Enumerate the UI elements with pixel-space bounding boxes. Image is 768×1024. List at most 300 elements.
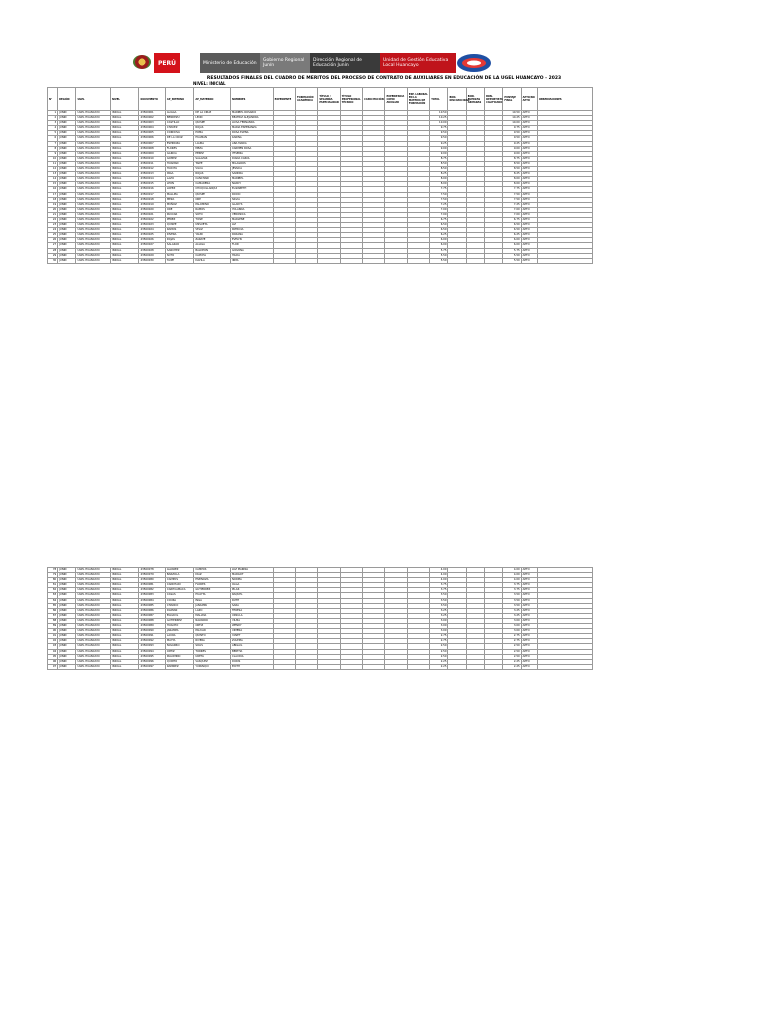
table-cell: 43560084 — [139, 598, 165, 603]
table-cell: 8.75 — [503, 156, 521, 161]
table-cell: UGEL HUANCAYO — [76, 111, 111, 116]
table-cell: ALIAGA — [165, 111, 193, 116]
table-cell: JUNIN — [58, 167, 76, 172]
table-cell: 88 — [48, 618, 58, 623]
column-header: BON. DISCAPACIDAD — [448, 88, 466, 111]
table-cell: 43560017 — [139, 192, 165, 197]
table-cell: 9.00 — [503, 151, 521, 156]
table-cell: JUNIN — [58, 598, 76, 603]
table-cell: JUNIN — [58, 182, 76, 187]
ugel-logo-icon — [456, 52, 492, 74]
table-cell: APTO — [521, 197, 537, 202]
table-cell: 43560025 — [139, 233, 165, 238]
table-cell: SALAZAR — [194, 156, 231, 161]
column-header: AP_MATERNO — [194, 88, 231, 111]
table-cell: 19 — [48, 202, 58, 207]
table-cell: 4.00 — [430, 573, 448, 578]
table-cell: JUNIN — [58, 583, 76, 588]
table-cell — [448, 258, 466, 263]
table-cell: 3.50 — [503, 598, 521, 603]
table-cell: 6.00 — [430, 238, 448, 243]
table-row — [48, 664, 593, 669]
table-cell: VELIZ — [194, 228, 231, 233]
table-cell — [466, 664, 484, 669]
table-cell: 7.75 — [503, 187, 521, 192]
table-cell: LAURA — [194, 141, 231, 146]
table-cell: 10.00 — [503, 121, 521, 126]
table-cell: 7.00 — [430, 212, 448, 217]
table-cell: 85 — [48, 603, 58, 608]
peru-brand: PERÚ — [154, 53, 180, 73]
column-header: TÍTULO PROFESIONAL TÉCNICO — [340, 88, 362, 111]
table-cell: 43560028 — [139, 248, 165, 253]
table-cell: APTO — [521, 192, 537, 197]
table-cell: HILDA — [230, 253, 273, 258]
table-cell: ANA MARIA — [230, 141, 273, 146]
table-cell: ALVAREZ — [165, 568, 193, 573]
table-cell: 43560016 — [139, 187, 165, 192]
table-cell: APTO — [521, 243, 537, 248]
table-cell: UGEL HUANCAYO — [76, 578, 111, 583]
table-cell: DIAZ — [194, 573, 231, 578]
table-cell: HUAMAN — [165, 161, 193, 166]
table-cell: GLADYS — [230, 202, 273, 207]
table-cell: EGOAVIL — [165, 613, 193, 618]
table-cell: 43560090 — [139, 629, 165, 634]
table-cell: 24 — [48, 228, 58, 233]
table-cell: ORTIZ — [194, 624, 231, 629]
table-cell: QUISPE — [165, 223, 193, 228]
table-cell: JUNIN — [58, 629, 76, 634]
table-cell: INICIAL — [111, 613, 139, 618]
table-cell: 43560096 — [139, 659, 165, 664]
table-cell: GUTIERREZ — [165, 618, 193, 623]
table-cell: JUNIN — [58, 192, 76, 197]
table-cell: UGEL HUANCAYO — [76, 603, 111, 608]
table-cell: UGEL HUANCAYO — [76, 156, 111, 161]
table-cell: 43560094 — [139, 649, 165, 654]
table-cell: 10.25 — [430, 116, 448, 121]
table-cell: INICIAL — [111, 568, 139, 573]
table-cell: FLOR — [230, 243, 273, 248]
column-header: NOMBRES — [230, 88, 273, 111]
table-cell: APTO — [521, 146, 537, 151]
table-cell: QUINTO — [165, 659, 193, 664]
table-cell: 6.00 — [503, 243, 521, 248]
table-cell: NAVARRO — [194, 618, 231, 623]
table-cell: DE LA CRUZ — [194, 111, 231, 116]
table-cell: CAMPOS — [194, 568, 231, 573]
table-cell: 3.00 — [430, 624, 448, 629]
table-cell: APTO — [521, 111, 537, 116]
table-cell: APTO — [521, 578, 537, 583]
table-cell: 43560079 — [139, 573, 165, 578]
table-cell: APTO — [521, 598, 537, 603]
table-cell: BARZOLA — [165, 573, 193, 578]
table-cell: UGEL HUANCAYO — [76, 583, 111, 588]
table-cell: UGEL HUANCAYO — [76, 212, 111, 217]
table-cell: LOPEZ — [165, 187, 193, 192]
table-cell: 28 — [48, 248, 58, 253]
table-cell: ROXANA — [230, 233, 273, 238]
table-cell: APTO — [521, 618, 537, 623]
table-cell: 30 — [48, 258, 58, 263]
table-cell: UGEL HUANCAYO — [76, 187, 111, 192]
table-cell: 9.25 — [430, 141, 448, 146]
table-cell: 43560021 — [139, 212, 165, 217]
table-cell: 5.50 — [430, 258, 448, 263]
table-cell: 89 — [48, 624, 58, 629]
table-cell: 3.25 — [503, 613, 521, 618]
table-cell: INICIAL — [111, 588, 139, 593]
table-cell — [318, 664, 340, 669]
table-cell: 6.50 — [503, 223, 521, 228]
column-header: EXP. LABORAL EN LA MATERIA DE FORMACIÓN — [407, 88, 429, 111]
table-cell: XIMENA — [230, 629, 273, 634]
table-cell: 7 — [48, 141, 58, 146]
table-cell: 9.25 — [503, 141, 521, 146]
table-cell: UGEL HUANCAYO — [76, 207, 111, 212]
table-cell: SOTO — [165, 253, 193, 258]
table-cell: 7.25 — [430, 202, 448, 207]
table-cell: 43560024 — [139, 228, 165, 233]
table-cell: JUNIN — [58, 126, 76, 131]
table-cell: 43560005 — [139, 131, 165, 136]
table-cell: VASQUEZ — [194, 659, 231, 664]
table-cell: 9.50 — [503, 136, 521, 141]
table-cell: 5.50 — [430, 253, 448, 258]
table-cell: JUNIN — [58, 121, 76, 126]
table-cell: PAUCAR — [194, 629, 231, 634]
table-cell: INICIAL — [111, 192, 139, 197]
table-cell: 3.50 — [503, 593, 521, 598]
table-cell: 84 — [48, 598, 58, 603]
table-cell: JUNIN — [58, 644, 76, 649]
table-cell: INICIAL — [111, 228, 139, 233]
table-cell: UGEL HUANCAYO — [76, 233, 111, 238]
table-cell: APTO — [521, 608, 537, 613]
table-cell: INICIAL — [111, 583, 139, 588]
table-cell: 8.25 — [430, 172, 448, 177]
table-cell: APTO — [521, 649, 537, 654]
peru-coat-of-arms-icon — [133, 55, 151, 69]
table-cell: 7.50 — [430, 197, 448, 202]
table-cell: UGEL HUANCAYO — [76, 649, 111, 654]
table-cell: 2.50 — [430, 644, 448, 649]
table-cell: INICIAL — [111, 593, 139, 598]
table-cell: 94 — [48, 649, 58, 654]
table-cell: BENDEZU — [165, 116, 193, 121]
table-cell: MARIBEL — [230, 177, 273, 182]
table-cell: ROSA ELENA — [230, 131, 273, 136]
column-header: BON. DEPORTISTA CALIFICADO — [485, 88, 503, 111]
table-cell: UGEL HUANCAYO — [76, 258, 111, 263]
table-cell: UGEL HUANCAYO — [76, 141, 111, 146]
table-cell: ORTIZ — [165, 649, 193, 654]
table-cell: 9.75 — [430, 126, 448, 131]
gobierno-label: Gobierno Regional Junín — [260, 53, 314, 73]
table-cell: 22 — [48, 217, 58, 222]
table-cell: BEATRIZ ALEJANDRA — [230, 116, 273, 121]
table-cell: JUNIN — [58, 618, 76, 623]
table-cell — [466, 258, 484, 263]
table-cell: INICIAL — [111, 233, 139, 238]
table-cell: UGEL HUANCAYO — [76, 613, 111, 618]
table-cell: 92 — [48, 639, 58, 644]
table-cell: UGEL HUANCAYO — [76, 177, 111, 182]
column-header: CAPACITACIÓN — [363, 88, 385, 111]
table-cell: 2.75 — [430, 639, 448, 644]
table-cell: APTO — [521, 223, 537, 228]
table-cell: 7.00 — [503, 207, 521, 212]
table-cell: 43560082 — [139, 588, 165, 593]
table-cell: INICIAL — [111, 624, 139, 629]
table-cell: 43560019 — [139, 202, 165, 207]
table-cell: JUNIN — [58, 248, 76, 253]
table-cell: RIVERA — [194, 639, 231, 644]
table-cell: INICIAL — [111, 202, 139, 207]
table-cell: 4.00 — [430, 568, 448, 573]
table-cell: 3.50 — [503, 603, 521, 608]
table-cell: BALDEON — [194, 248, 231, 253]
table-cell: MALLMA — [165, 192, 193, 197]
ugel-label: Unidad de Gestión Educativa Local Huancayo — [380, 53, 456, 73]
table-cell: 2.75 — [430, 634, 448, 639]
table-cell: 5.75 — [503, 248, 521, 253]
table-cell: UGEL HUANCAYO — [76, 618, 111, 623]
table-cell: JUNIN — [58, 151, 76, 156]
table-cell: 5.75 — [430, 248, 448, 253]
table-cell: 43560013 — [139, 172, 165, 177]
table-cell: APTO — [521, 156, 537, 161]
table-cell: 79 — [48, 573, 58, 578]
table-cell: MEZA — [194, 146, 231, 151]
table-cell: APTO — [521, 121, 537, 126]
table-cell: 81 — [48, 583, 58, 588]
table-cell: GOMEZ — [165, 156, 193, 161]
table-cell: 8.00 — [503, 182, 521, 187]
table-cell: TORRES — [194, 649, 231, 654]
table-cell: 3.75 — [430, 583, 448, 588]
table-cell: RAMOS — [165, 228, 193, 233]
merit-table-page-1 — [47, 87, 593, 264]
table-cell: WENDY — [230, 624, 273, 629]
table-cell — [340, 258, 362, 263]
table-cell: 8.50 — [430, 161, 448, 166]
table-cell: 8.50 — [503, 161, 521, 166]
table-cell: HUACHO — [165, 624, 193, 629]
table-cell: JUNIN — [58, 156, 76, 161]
table-cell: 6.75 — [430, 217, 448, 222]
table-cell: CAPCHA — [194, 253, 231, 258]
table-cell: MARIBEL ROSARIO — [230, 111, 273, 116]
table-cell: MILAGROS — [230, 161, 273, 166]
table-cell: SALAZAR — [165, 243, 193, 248]
table-cell: URETA — [194, 654, 231, 659]
table-cell: 4.00 — [430, 578, 448, 583]
table-cell: INICIAL — [111, 126, 139, 131]
table-cell: APTO — [521, 258, 537, 263]
table-cell: APTO — [521, 644, 537, 649]
table-cell: 43560027 — [139, 243, 165, 248]
table-cell: APTO — [521, 603, 537, 608]
table-cell: RAMOS — [194, 207, 231, 212]
table-cell: UGEL HUANCAYO — [76, 116, 111, 121]
table-cell: MAYTA — [165, 639, 193, 644]
column-header: TOTAL — [430, 88, 448, 111]
table-cell: 4.00 — [503, 568, 521, 573]
table-cell: 6.00 — [430, 243, 448, 248]
table-cell: 2.25 — [430, 664, 448, 669]
table-cell: JUNIN — [58, 131, 76, 136]
table-cell: 43560088 — [139, 618, 165, 623]
table-cell: JUNIN — [58, 654, 76, 659]
table-cell: INICIAL — [111, 603, 139, 608]
table-cell: 13 — [48, 172, 58, 177]
table-cell: INICIAL — [111, 116, 139, 121]
table-cell: UGEL HUANCAYO — [76, 629, 111, 634]
table-cell: 43560029 — [139, 253, 165, 258]
table-cell — [273, 664, 295, 669]
table-cell: 43560002 — [139, 116, 165, 121]
table-cell: JUNIN — [58, 116, 76, 121]
table-cell: 21 — [48, 212, 58, 217]
table-cell: 29 — [48, 253, 58, 258]
table-cell: 7.50 — [430, 192, 448, 197]
table-cell: 43560092 — [139, 639, 165, 644]
table-cell: 8.00 — [503, 177, 521, 182]
table-cell: ZULEMA — [230, 639, 273, 644]
table-cell: 2.75 — [503, 639, 521, 644]
table-cell: SANCHEZ — [165, 248, 193, 253]
table-cell: ROJAS — [194, 172, 231, 177]
table-cell: TICSE — [194, 217, 231, 222]
table-cell — [296, 258, 318, 263]
table-cell: 43560030 — [139, 258, 165, 263]
table-cell: GIOVANA — [230, 248, 273, 253]
table-cell: 43560004 — [139, 126, 165, 131]
table-cell: INICIAL — [111, 253, 139, 258]
table-cell: RAQUEL — [230, 593, 273, 598]
table-cell: INICIAL — [111, 659, 139, 664]
table-cell: 4.00 — [503, 578, 521, 583]
table-cell: 26 — [48, 238, 58, 243]
document-title: RESULTADOS FINALES DEL CUADRO DE MERITOS DEL PROCESO DE CONTRATO DE AUXILIARES EN EDUCACIÓN DE LA UGEL HUANCAYO - 2023 — [206, 76, 562, 81]
table-cell: IRMA — [230, 258, 273, 263]
table-cell: APTO — [521, 141, 537, 146]
table-cell: UGEL HUANCAYO — [76, 197, 111, 202]
table-cell: 8.00 — [430, 182, 448, 187]
table-cell: PALOMINO — [165, 654, 193, 659]
table-cell: INICIAL — [111, 578, 139, 583]
column-header: OBSERVACIONES — [537, 88, 592, 111]
table-cell: ESPINOZA — [165, 141, 193, 146]
table-cell: 43560087 — [139, 613, 165, 618]
column-header: EXPEDIENTE — [273, 88, 295, 111]
column-header: TÍTULO / SEGUNDA ESPECIALIDAD — [318, 88, 340, 111]
table-cell: 43560007 — [139, 141, 165, 146]
table-cell: UGEL HUANCAYO — [76, 223, 111, 228]
table-cell: UGEL HUANCAYO — [76, 202, 111, 207]
table-cell: 43560018 — [139, 197, 165, 202]
table-cell: LAZO — [194, 608, 231, 613]
table-cell: INICIAL — [111, 197, 139, 202]
column-header: PUNTAJE FINAL — [503, 88, 521, 111]
table-cell: APTO — [521, 583, 537, 588]
table-cell: JUNIN — [58, 207, 76, 212]
table-cell: QUISPE — [194, 192, 231, 197]
table-cell: JUNIN — [58, 243, 76, 248]
table-cell: 93 — [48, 644, 58, 649]
table-cell: 87 — [48, 613, 58, 618]
table-cell: 43560091 — [139, 634, 165, 639]
table-cell: 43560008 — [139, 146, 165, 151]
table-cell: 91 — [48, 634, 58, 639]
table-cell: 4 — [48, 126, 58, 131]
table-cell: 6.25 — [430, 233, 448, 238]
table-cell — [448, 664, 466, 669]
table-cell: ESPINOZA — [194, 578, 231, 583]
table-cell: 14 — [48, 177, 58, 182]
table-cell: JUNIN — [58, 258, 76, 263]
table-cell: 10 — [48, 156, 58, 161]
table-cell: CASTILLO — [165, 121, 193, 126]
table-cell: 43560083 — [139, 593, 165, 598]
table-cell: APTO — [521, 233, 537, 238]
table-cell: JUNIN — [58, 146, 76, 151]
table-cell: UGEL HUANCAYO — [76, 243, 111, 248]
table-cell: APTO — [521, 624, 537, 629]
table-cell: BERTHA — [230, 649, 273, 654]
table-cell: 9 — [48, 151, 58, 156]
table-cell: 86 — [48, 608, 58, 613]
table-cell: UGEL HUANCAYO — [76, 182, 111, 187]
table-cell — [296, 664, 318, 669]
table-cell: INICIAL — [111, 618, 139, 623]
table-cell: 2.50 — [503, 644, 521, 649]
table-cell: 6.00 — [503, 238, 521, 243]
table-cell: UGEL HUANCAYO — [76, 136, 111, 141]
table-cell: UGEL HUANCAYO — [76, 664, 111, 669]
table-cell: UGEL HUANCAYO — [76, 121, 111, 126]
ministry-label: Ministerio de Educación — [200, 53, 266, 73]
table-cell: 43560003 — [139, 121, 165, 126]
table-cell: UGEL HUANCAYO — [76, 608, 111, 613]
table-cell: QUINTO — [194, 634, 231, 639]
table-cell — [407, 664, 429, 669]
table-cell: FLORES — [194, 583, 231, 588]
table-cell: UGEL HUANCAYO — [76, 639, 111, 644]
table-cell: INICIAL — [111, 161, 139, 166]
table-cell: UGEL HUANCAYO — [76, 228, 111, 233]
table-cell: JUNIN — [58, 578, 76, 583]
table-cell: 97 — [48, 664, 58, 669]
table-cell: JUNIN — [58, 608, 76, 613]
table-cell: 7.00 — [430, 207, 448, 212]
table-cell: LEON — [165, 182, 193, 187]
table-cell: JUNIN — [58, 238, 76, 243]
table-cell: 7.50 — [503, 192, 521, 197]
table-cell: 90 — [48, 629, 58, 634]
table-cell: CAMPOS — [165, 578, 193, 583]
table-cell: UGEL HUANCAYO — [76, 598, 111, 603]
table-cell: SILVIA — [230, 197, 273, 202]
table-cell: 7.50 — [503, 197, 521, 202]
table-cell: INICIAL — [111, 207, 139, 212]
table-cell: LUISA FERNANDA — [230, 121, 273, 126]
table-cell: 3.25 — [430, 613, 448, 618]
table-cell: INICIAL — [111, 151, 139, 156]
